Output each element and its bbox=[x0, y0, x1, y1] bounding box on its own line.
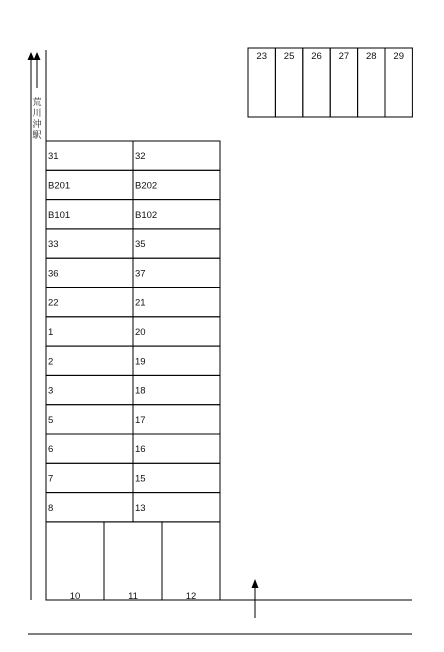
bottom-row-spots bbox=[46, 522, 220, 602]
parking-spot bbox=[133, 141, 220, 170]
spot-label: 5 bbox=[48, 414, 54, 426]
parking-spot bbox=[133, 375, 220, 404]
top-row-spots bbox=[248, 48, 412, 117]
spot-label: 22 bbox=[48, 297, 59, 309]
spot-label: 28 bbox=[366, 51, 377, 62]
spot-label: 25 bbox=[283, 51, 295, 62]
spot-label: 35 bbox=[135, 239, 146, 251]
spot-label: 36 bbox=[48, 268, 59, 280]
parking-spot bbox=[46, 258, 133, 287]
station-char: 荒 bbox=[32, 98, 42, 108]
spot-label: B101 bbox=[48, 209, 71, 221]
spot-label: 1 bbox=[48, 326, 54, 338]
station-char: 沖 bbox=[32, 120, 42, 130]
parking-spot bbox=[104, 522, 162, 600]
spot-label: 29 bbox=[393, 51, 404, 62]
spot-label: B102 bbox=[135, 209, 158, 221]
station-arrow-head bbox=[34, 52, 41, 60]
spot-label: 17 bbox=[135, 414, 146, 426]
parking-spot bbox=[133, 229, 220, 258]
parking-spot bbox=[133, 317, 220, 346]
parking-spot bbox=[133, 463, 220, 492]
spot-label: 2 bbox=[48, 356, 54, 368]
parking-spot bbox=[46, 346, 133, 375]
spot-label: 20 bbox=[135, 326, 146, 338]
spot-label: 32 bbox=[135, 151, 146, 163]
spot-label: 37 bbox=[135, 268, 146, 280]
parking-spot bbox=[133, 405, 220, 434]
parking-spot bbox=[46, 375, 133, 404]
parking-spot bbox=[133, 493, 220, 522]
station-label bbox=[31, 96, 41, 141]
spot-label: 31 bbox=[48, 151, 59, 163]
spot-label: 6 bbox=[48, 444, 54, 456]
parking-spot bbox=[46, 317, 133, 346]
parking-spot bbox=[133, 258, 220, 287]
spot-label: 8 bbox=[48, 502, 54, 514]
parking-spot bbox=[46, 229, 133, 258]
parking-spot bbox=[46, 405, 133, 434]
parking-spot bbox=[133, 434, 220, 463]
station-arrow-icon bbox=[28, 52, 35, 60]
spot-label: B202 bbox=[135, 180, 158, 192]
station-char: 駅 bbox=[32, 131, 42, 141]
spot-label: 13 bbox=[135, 502, 146, 514]
parking-spot bbox=[46, 141, 133, 170]
spot-label: 7 bbox=[48, 473, 54, 485]
spot-label: 16 bbox=[135, 444, 146, 456]
spot-label: 15 bbox=[135, 473, 146, 485]
station-char: 川 bbox=[32, 109, 42, 119]
spot-label: 23 bbox=[256, 51, 267, 62]
spot-label: 27 bbox=[338, 51, 350, 62]
parking-spot bbox=[133, 288, 220, 317]
parking-spot bbox=[46, 493, 133, 522]
parking-spot bbox=[162, 522, 220, 600]
parking-spot bbox=[46, 434, 133, 463]
spot-label: 3 bbox=[48, 385, 54, 397]
parking-spot bbox=[46, 288, 133, 317]
parking-spot bbox=[46, 463, 133, 492]
spot-label: B201 bbox=[48, 180, 71, 192]
parking-spot bbox=[46, 522, 104, 600]
spot-label: 18 bbox=[135, 385, 146, 397]
entrance-arrow-icon bbox=[252, 579, 259, 588]
main-grid-spots bbox=[46, 141, 220, 522]
spot-label: 12 bbox=[185, 591, 197, 602]
spot-label: 10 bbox=[69, 591, 81, 602]
spot-label: 33 bbox=[48, 239, 59, 251]
parking-spot bbox=[133, 346, 220, 375]
spot-label: 19 bbox=[135, 356, 146, 368]
spot-label: 11 bbox=[128, 591, 138, 602]
spot-label: 21 bbox=[135, 297, 146, 309]
spot-label: 26 bbox=[311, 51, 322, 62]
